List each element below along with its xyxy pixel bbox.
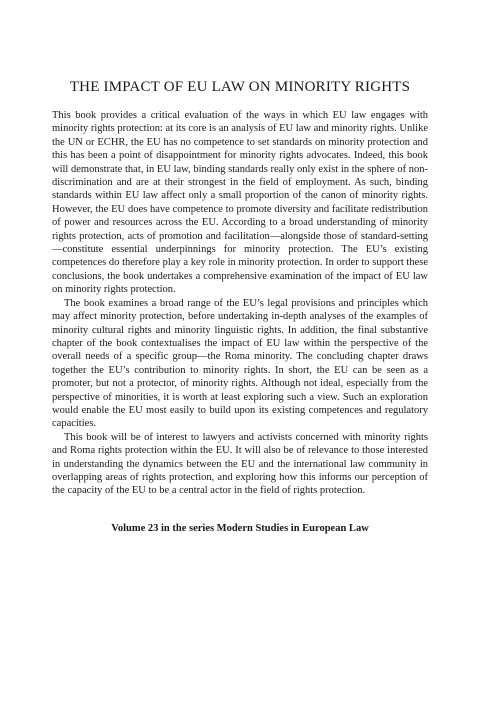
description-paragraph-3: This book will be of interest to lawyers and activists concerned with minority rights and Roma rights protection within the EU. It will also be of relevance to those interested in understanding the dynamics between the EU and the international law community in overlapping areas of rights protection, and exploring how this informs our perception of the capacity of the EU to be a central actor in the field of rights protection. <box>52 431 428 497</box>
series-note: Volume 23 in the series Modern Studies in European Law <box>111 523 369 534</box>
book-description <box>52 109 428 498</box>
book-title: THE IMPACT OF EU LAW ON MINORITY RIGHTS <box>69 79 411 95</box>
description-paragraph-1: This book provides a critical evaluation of the ways in which EU law engages with minority rights protection: at its core is an analysis of EU law and minority rights. Unlike the UN or ECHR, the EU has no competence to set standards on minority protection and this has been a point of disappointment for minority rights advocates. Indeed, this book will demonstrate that, in EU law, binding standards really only exist in the sphere of non-discrimination and are at their strongest in the field of employment. As such, binding standards within EU law affect only a small proportion of the canon of minority rights. However, the EU does have competence to promote diversity and facilitate redistribution of power and resources across the EU. According to a broad understanding of minority rights protection, acts of promotion and facilitation—alongside those of standard-setting—constitute essential underpinnings for minority protection. The EU’s existing competences do therefore play a key role in minority protection. In order to support these conclusions, the book undertakes a comprehensive examination of the impact of EU law on minority rights protection. <box>52 110 428 296</box>
description-paragraph-2: The book examines a broad range of the EU’s legal provisions and principles which may affect minority protection, before undertaking in-depth analyses of the examples of minority cultural rights and minority linguistic rights. In addition, the final substantive chapter of the book contextualises the impact of EU law within the perspective of the overall needs of a specific group—the Roma minority. The concluding chapter draws together the EU’s contribution to minority rights. In short, the EU can be seen as a promoter, but not a protector, of minority rights. Although not ideal, especially from the perspective of minorities, it is worth at least exploring such a view. Such an exploration would enable the EU most easily to build upon its existing competences and regulatory capacities. <box>52 297 428 430</box>
